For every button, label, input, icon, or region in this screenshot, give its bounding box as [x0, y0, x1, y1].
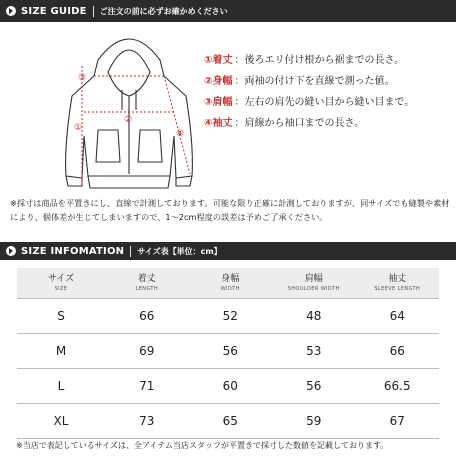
size-info-bar	[0, 242, 456, 260]
column-header	[105, 268, 189, 299]
table-cell: 64	[356, 299, 440, 334]
legend-desc: ：両袖の付け下を直線で測った値。	[234, 76, 395, 87]
table-cell: 56	[272, 369, 356, 404]
legend-key: ③肩幅	[204, 97, 233, 108]
table-cell: L	[17, 369, 105, 404]
diagram-label-2: ②	[124, 115, 133, 125]
diagram-label-3: ③	[78, 73, 87, 83]
table-cell: 67	[356, 404, 440, 439]
legend-item	[204, 111, 414, 132]
table-cell: 65	[189, 404, 273, 439]
size-table	[17, 268, 439, 439]
column-header	[17, 268, 105, 299]
measurement-note: ※採寸は商品を平置きにし、直線で計測しております。可能な限り正確に計測しておりますが、同サイズでも縫製や素材により、個体差が生じてしまいますので、1〜2cm程度の誤差は予めご了承ください。	[10, 198, 450, 222]
column-header	[272, 268, 356, 299]
header-jp: サイズ	[47, 273, 75, 284]
table-cell: 73	[105, 404, 189, 439]
size-guide-subtitle: ご注文の前に必ずお確かめください	[99, 6, 228, 16]
table-cell: 52	[189, 299, 273, 334]
divider	[93, 6, 94, 17]
table-row	[17, 404, 439, 439]
header-jp: 肩幅	[304, 273, 323, 284]
header-jp: 身幅	[221, 273, 240, 284]
column-header	[189, 268, 273, 299]
legend-key: ④袖丈	[204, 118, 233, 129]
table-cell: 53	[272, 334, 356, 369]
column-header	[356, 268, 440, 299]
play-circle-icon	[6, 6, 16, 16]
legend-key: ①着丈	[204, 55, 233, 66]
table-cell: 60	[189, 369, 273, 404]
footer-note: ※当店で表記しているサイズは、全アイテム当店スタッフが平置きで採寸した数値を記載しております。	[16, 441, 389, 450]
measurement-legend	[204, 48, 414, 132]
table-row	[17, 369, 439, 404]
hoodie-diagram	[58, 26, 200, 194]
legend-desc: ：肩線から袖口までの長さ。	[234, 118, 365, 129]
table-cell: 56	[189, 334, 273, 369]
diagram-label-4: ④	[176, 129, 185, 139]
size-info-subtitle: サイズ表【単位：cm】	[137, 246, 222, 256]
legend-desc: ：左右の肩先の縫い目から縫い目まで。	[234, 97, 415, 108]
diagram-label-1: ①	[74, 123, 83, 133]
header-jp: 袖丈	[388, 273, 407, 284]
hoodie-illustration	[58, 26, 200, 194]
legend-item	[204, 69, 414, 90]
table-cell: 48	[272, 299, 356, 334]
size-info-title: SIZE INFOMATION	[21, 245, 125, 257]
table-cell: 66	[105, 299, 189, 334]
legend-item	[204, 90, 414, 111]
size-guide-title: SIZE GUIDE	[21, 5, 87, 17]
table-header-row	[17, 268, 439, 299]
table-cell: S	[17, 299, 105, 334]
table-cell: 71	[105, 369, 189, 404]
header-en: WIDTH	[220, 285, 240, 292]
header-en: LENGTH	[135, 285, 159, 292]
table-cell: 66.5	[356, 369, 440, 404]
header-jp: 着丈	[137, 273, 156, 284]
header-en: SIZE	[54, 285, 68, 292]
legend-key: ②身幅	[204, 76, 233, 87]
legend-item	[204, 48, 414, 69]
header-en: SLEEVE LENGTH	[374, 285, 421, 292]
table-cell: 59	[272, 404, 356, 439]
size-guide-bar	[0, 0, 456, 22]
table-row	[17, 299, 439, 334]
table-cell: 66	[356, 334, 440, 369]
table-cell: XL	[17, 404, 105, 439]
table-row	[17, 334, 439, 369]
divider	[130, 246, 131, 257]
table-cell: 69	[105, 334, 189, 369]
table-cell: M	[17, 334, 105, 369]
header-en: SHOULDER WIDTH	[287, 285, 340, 292]
legend-desc: ：後ろエリ付け根から裾までの長さ。	[234, 55, 405, 66]
play-circle-icon	[6, 246, 16, 256]
